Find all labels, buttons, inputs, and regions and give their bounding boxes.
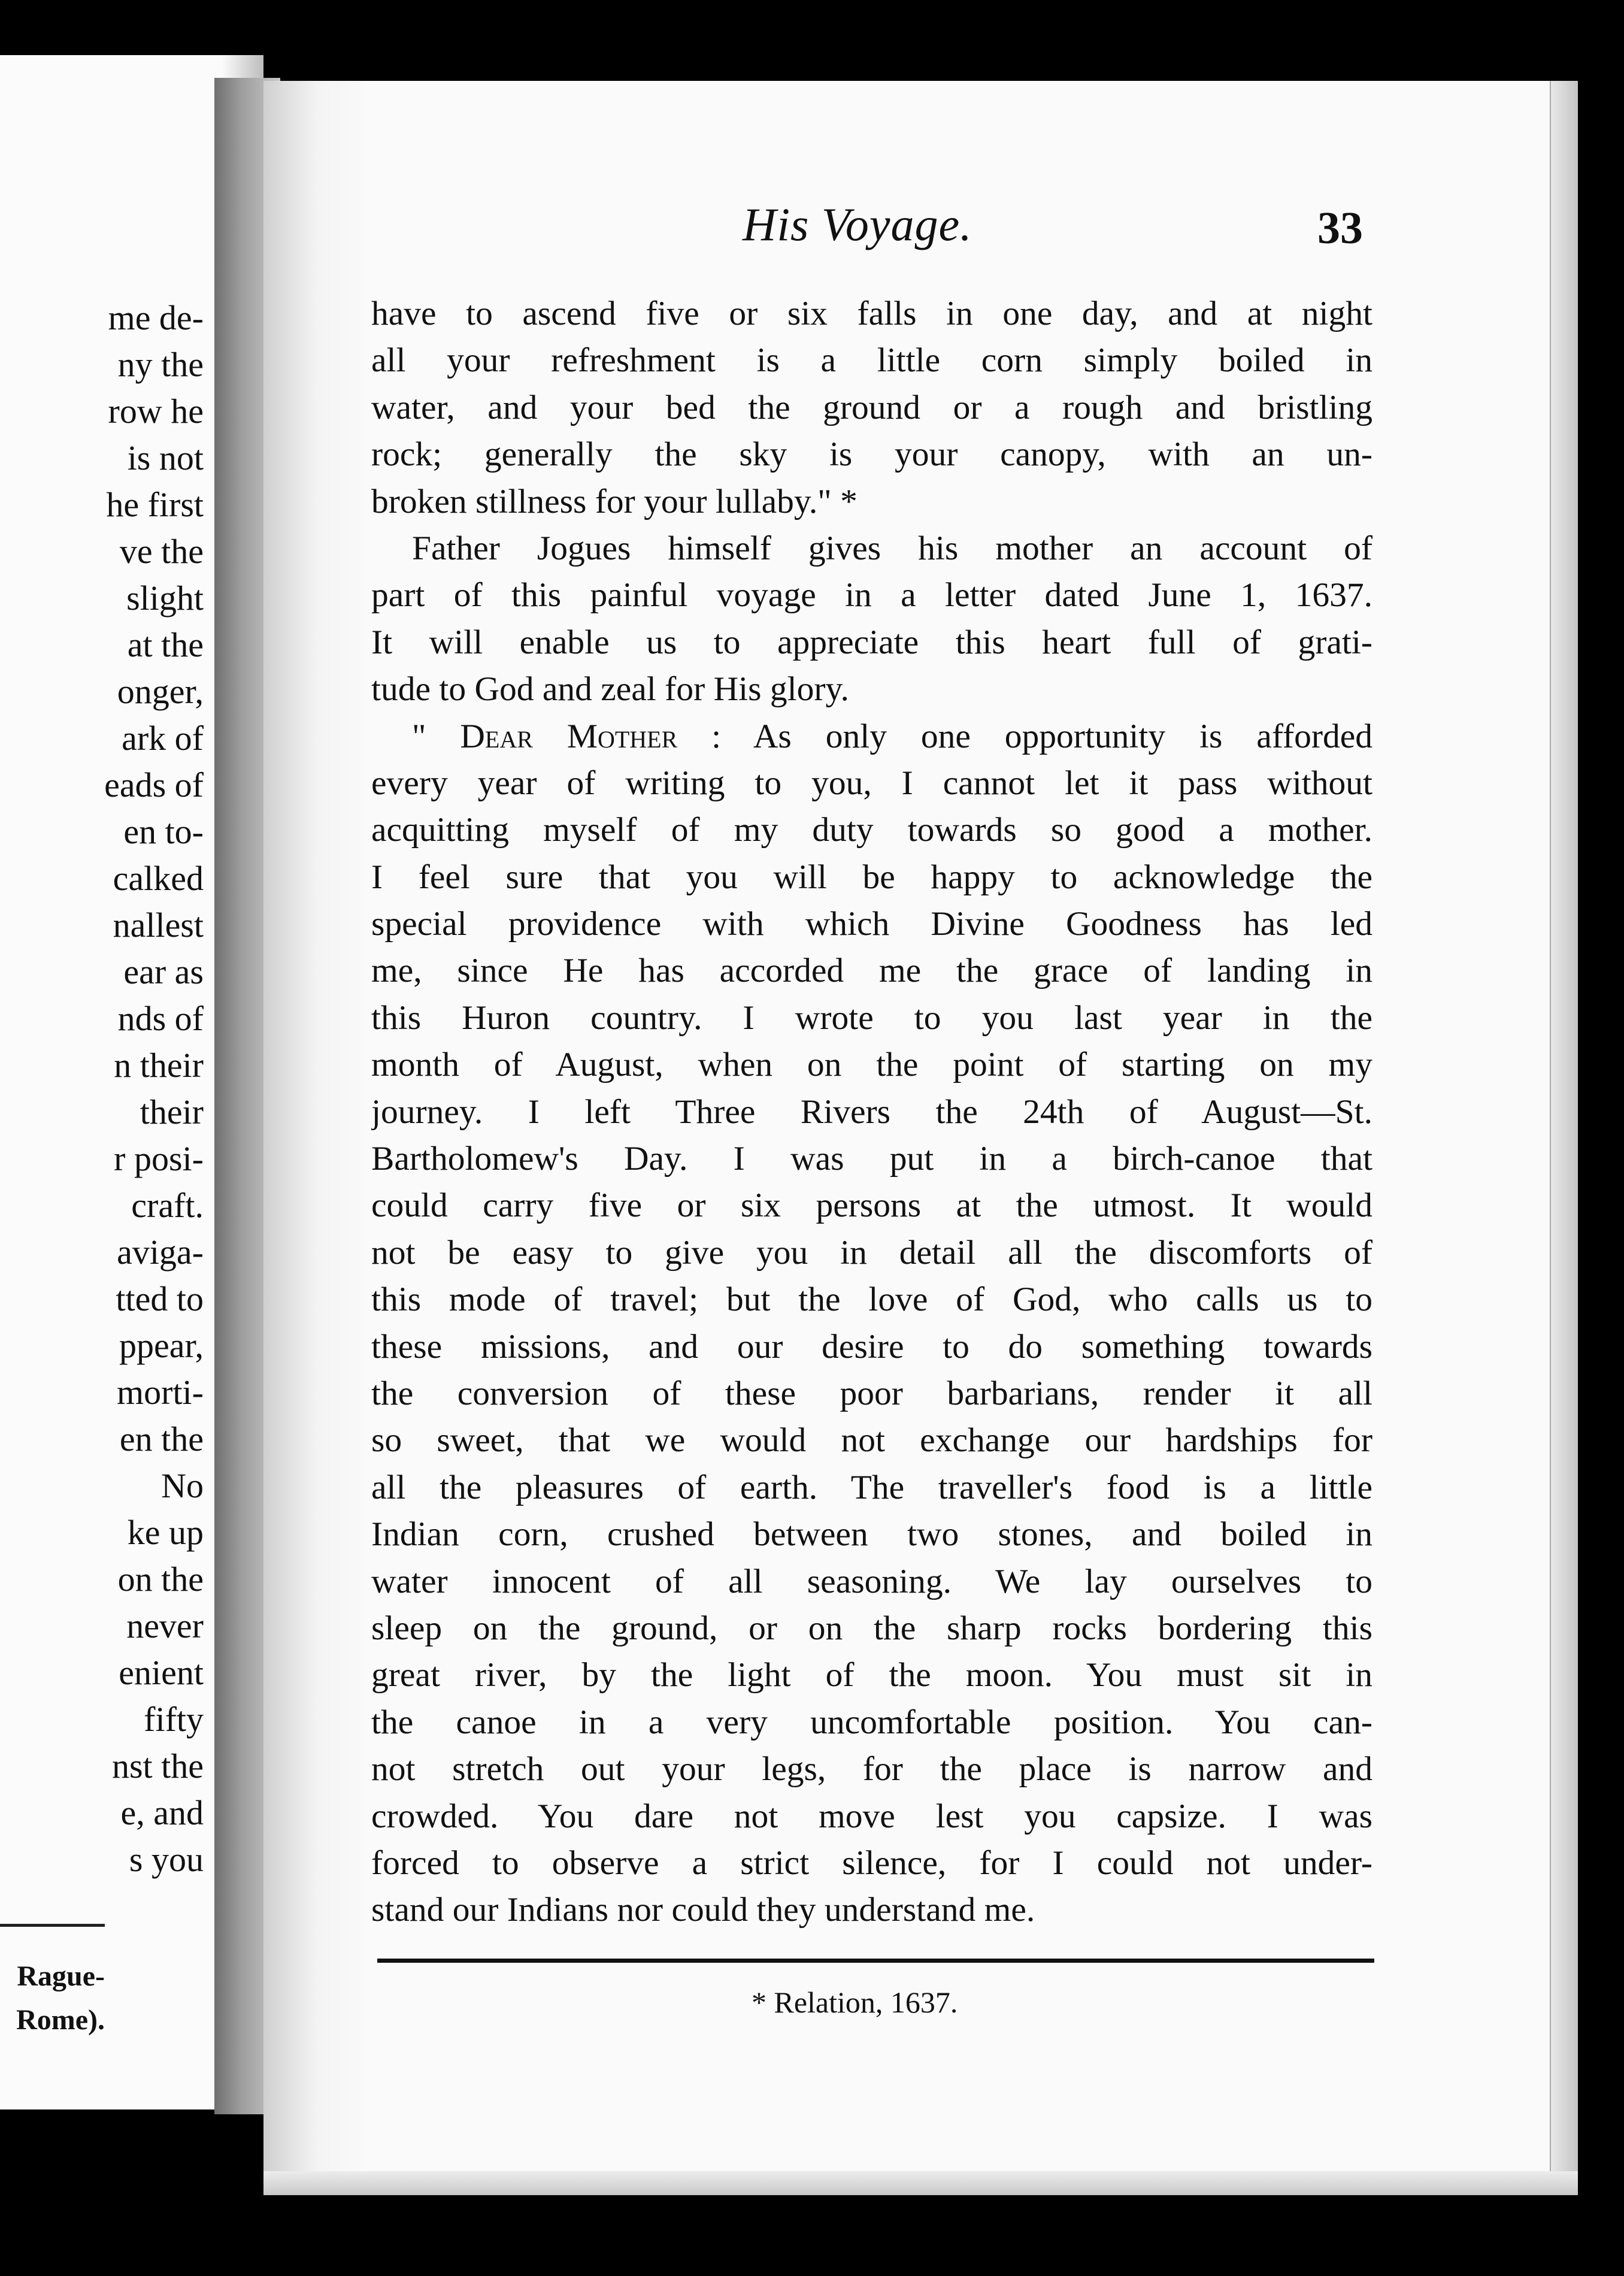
text-line: I feel sure that you will be happy to acknowledge the <box>371 858 1372 896</box>
left-footnote-line: Rome). <box>16 2004 105 2036</box>
left-line: he first <box>106 485 204 524</box>
left-footnote-rule <box>0 1924 105 1927</box>
left-line: me de- <box>108 298 204 337</box>
text-line: part of this painful voyage in a letter dated June 1, 1637. <box>371 576 1372 615</box>
left-line: nallest <box>113 906 204 945</box>
left-line: n their <box>114 1046 204 1085</box>
left-line: en to- <box>123 812 204 851</box>
text-line: Indian corn, crushed between two stones, and boiled in <box>371 1515 1372 1554</box>
text-line: the conversion of these poor barbarians, render it all <box>371 1374 1372 1412</box>
text-line: tude to God and zeal for His glory. <box>371 670 849 709</box>
text-line: rock; generally the sky is your canopy, with an un- <box>371 435 1372 474</box>
left-line: at the <box>127 625 204 664</box>
left-line: No <box>161 1466 204 1505</box>
letter-opening-line <box>371 713 1372 760</box>
left-line: morti- <box>117 1373 204 1412</box>
text-line: special providence with which Divine Goodness has led <box>371 905 1372 943</box>
left-line: nds of <box>117 999 204 1038</box>
left-line: their <box>140 1092 204 1131</box>
body-text <box>371 290 1372 1934</box>
page-number: 33 <box>1317 203 1363 253</box>
running-head: His Voyage. <box>743 198 972 250</box>
left-line: onger, <box>117 672 204 711</box>
left-line: r posi- <box>114 1139 204 1178</box>
text-line: not be easy to give you in detail all the discomforts of <box>371 1233 1372 1272</box>
left-line: tted to <box>116 1279 204 1318</box>
page-fore-edge <box>1550 81 1578 2195</box>
left-line: s you <box>129 1840 204 1879</box>
left-line: on the <box>117 1560 204 1599</box>
text-line: could carry five or six persons at the utmost. It would <box>371 1187 1372 1225</box>
left-line: ppear, <box>119 1326 204 1365</box>
left-line: enient <box>119 1653 204 1692</box>
letter-salutation: " Dear Mother : <box>412 717 722 755</box>
footnote-rule <box>377 1959 1374 1963</box>
left-line: ear as <box>123 952 204 991</box>
text-line: crowded. You dare not move lest you capsize. I was <box>371 1797 1372 1835</box>
text-line: these missions, and our desire to do something towards <box>371 1327 1372 1366</box>
left-line: slight <box>126 579 204 618</box>
text-line: the canoe in a very uncomfortable position. You can- <box>371 1703 1372 1741</box>
left-footnote-line: Rague- <box>17 1960 105 1992</box>
footnote: * Relation, 1637. <box>752 1986 958 2019</box>
left-line: ke up <box>127 1513 204 1552</box>
left-line: craft. <box>131 1186 204 1225</box>
left-line: calked <box>113 859 204 898</box>
text-line: stand our Indians nor could they understand me. <box>371 1891 1035 1929</box>
left-line: aviga- <box>117 1233 204 1272</box>
left-line: eads of <box>104 765 204 804</box>
text-line: water innocent of all seasoning. We lay ourselves to <box>371 1562 1372 1600</box>
text-line: Father Jogues himself gives his mother an account of <box>412 529 1372 567</box>
letter-opening-text: As only one opportunity is afforded <box>721 717 1372 755</box>
text-line: forced to observe a strict silence, for I could not under- <box>371 1844 1372 1882</box>
text-line: this mode of travel; but the love of God, who calls us to <box>371 1281 1372 1319</box>
text-line: great river, by the light of the moon. You must sit in <box>371 1656 1372 1694</box>
text-line: acquitting myself of my duty towards so good a mother. <box>371 811 1372 849</box>
text-line: journey. I left Three Rivers the 24th of August—St. <box>371 1092 1372 1131</box>
left-line: en the <box>119 1420 204 1458</box>
left-line: row he <box>108 392 204 431</box>
text-line: not stretch out your legs, for the place is narrow and <box>371 1750 1372 1788</box>
text-line: all the pleasures of earth. The traveller's food is a little <box>371 1468 1372 1506</box>
text-line: so sweet, that we would not exchange our hardships for <box>371 1421 1372 1460</box>
text-line: every year of writing to you, I cannot let it pass without <box>371 764 1372 802</box>
text-line: all your refreshment is a little corn simply boiled in <box>371 341 1372 380</box>
page-bottom-edge <box>263 2171 1578 2195</box>
left-line: e, and <box>120 1793 204 1832</box>
text-line: water, and your bed the ground or a rough and bristling <box>371 388 1372 426</box>
text-line: month of August, when on the point of starting on my <box>371 1046 1372 1084</box>
text-line: have to ascend five or six falls in one day, and at night <box>371 295 1372 332</box>
left-line: is not <box>127 438 204 477</box>
text-line: this Huron country. I wrote to you last year in the <box>371 998 1372 1037</box>
text-line: broken stillness for your lullaby." * <box>371 482 858 520</box>
text-line: Bartholomew's Day. I was put in a birch-canoe that <box>371 1140 1372 1178</box>
text-line: sleep on the ground, or on the sharp rocks bordering this <box>371 1609 1372 1647</box>
left-line: ve the <box>119 532 204 571</box>
left-line: nst the <box>111 1747 204 1785</box>
text-line: It will enable us to appreciate this heart full of grati- <box>371 623 1372 661</box>
left-line: fifty <box>144 1700 204 1739</box>
left-line: ark of <box>122 719 204 758</box>
text-line: me, since He has accorded me the grace of landing in <box>371 952 1372 990</box>
left-line: ny the <box>117 345 204 384</box>
left-line: never <box>126 1606 204 1645</box>
